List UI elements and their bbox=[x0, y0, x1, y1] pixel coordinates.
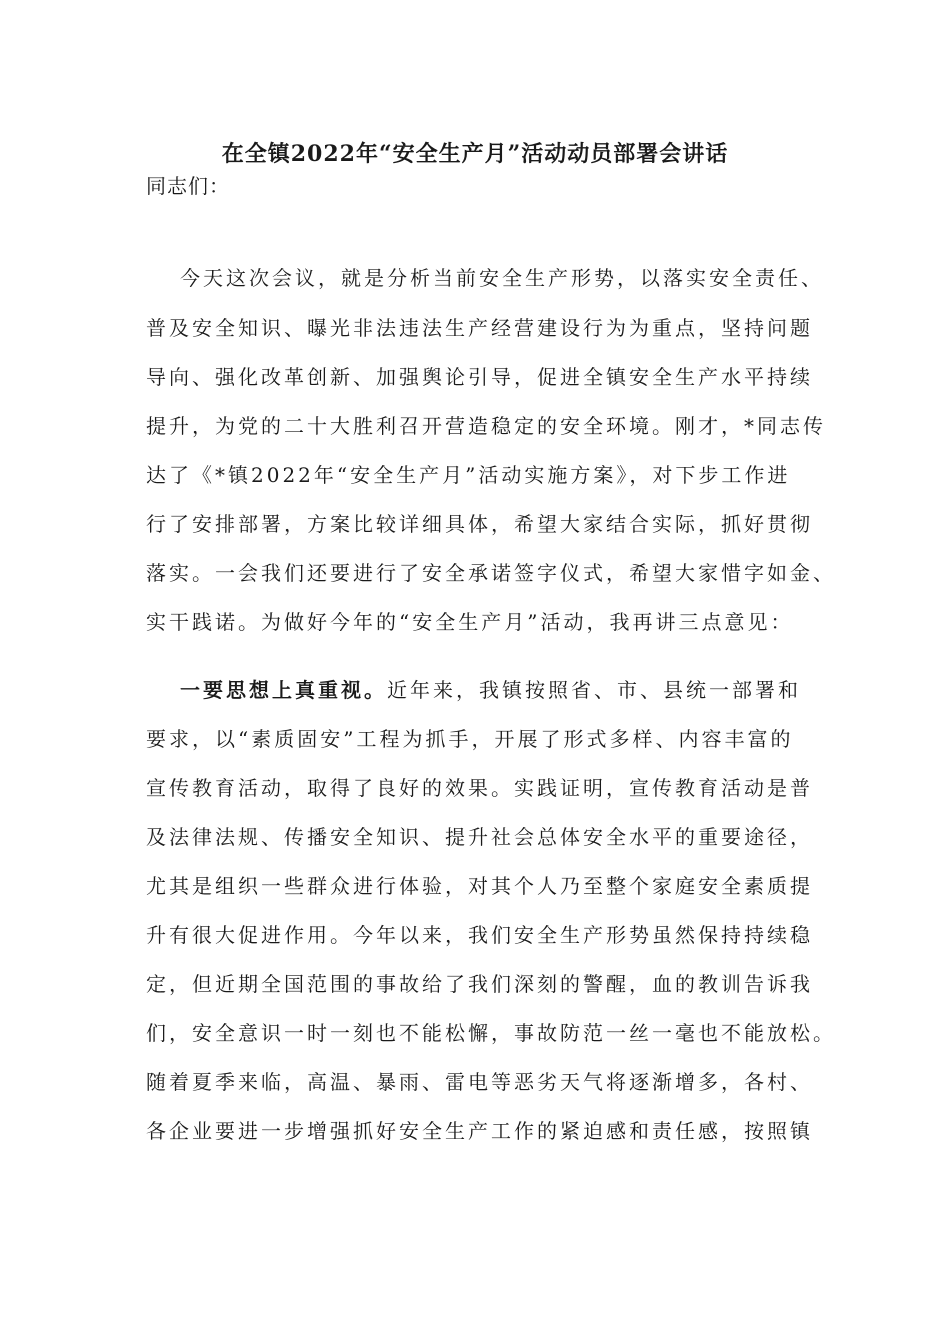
paragraph2-line: 宣传教育活动，取得了良好的效果。实践证明，宣传教育活动是普 bbox=[146, 776, 813, 800]
paragraph2-line: 定，但近期全国范围的事故给了我们深刻的警醒，血的教训告诉我 bbox=[146, 972, 813, 996]
paragraph2-line: 们，安全意识一时一刻也不能松懈，事故防范一丝一毫也不能放松。 bbox=[146, 1021, 836, 1045]
paragraph2-line: 尤其是组织一些群众进行体验，对其个人乃至整个家庭安全素质提 bbox=[146, 874, 813, 898]
paragraph2-line: 及法律法规、传播安全知识、提升社会总体安全水平的重要途径， bbox=[146, 825, 813, 849]
paragraph2-line: 升有很大促进作用。今年以来，我们安全生产形势虽然保持持续稳 bbox=[146, 923, 813, 947]
paragraph1-line: 实干践诺。为做好今年的“安全生产月”活动，我再讲三点意见： bbox=[146, 610, 794, 634]
document-title: 在全镇2022年“安全生产月”活动动员部署会讲话 bbox=[221, 141, 729, 167]
paragraph1-line: 达了《*镇2022年“安全生产月”活动实施方案》，对下步工作进 bbox=[146, 463, 791, 487]
paragraph2-line: 要求，以“素质固安”工程为抓手，开展了形式多样、内容丰富的 bbox=[146, 727, 794, 751]
paragraph1-line: 导向、强化改革创新、加强舆论引导，促进全镇安全生产水平持续 bbox=[146, 365, 813, 389]
salutation: 同志们： bbox=[146, 174, 230, 198]
paragraph2-first-line bbox=[180, 676, 801, 704]
paragraph1-line: 提升，为党的二十大胜利召开营造稳定的安全环境。刚才，*同志传 bbox=[146, 414, 826, 438]
paragraph1-line: 落实。一会我们还要进行了安全承诺签字仪式，希望大家惜字如金、 bbox=[146, 561, 836, 585]
paragraph1-line: 今天这次会议，就是分析当前安全生产形势，以落实安全责任、 bbox=[180, 266, 824, 290]
paragraph2-line: 各企业要进一步增强抓好安全生产工作的紧迫感和责任感，按照镇 bbox=[146, 1119, 813, 1143]
paragraph2-heading: 一要思想上真重视。 bbox=[180, 678, 387, 702]
paragraph2-first-line-rest: 近年来，我镇按照省、市、县统一部署和 bbox=[387, 678, 801, 702]
paragraph2-line: 随着夏季来临，高温、暴雨、雷电等恶劣天气将逐渐增多，各村、 bbox=[146, 1070, 813, 1094]
paragraph1-line: 普及安全知识、曝光非法违法生产经营建设行为为重点，坚持问题 bbox=[146, 316, 813, 340]
paragraph1-line: 行了安排部署，方案比较详细具体，希望大家结合实际，抓好贯彻 bbox=[146, 512, 813, 536]
